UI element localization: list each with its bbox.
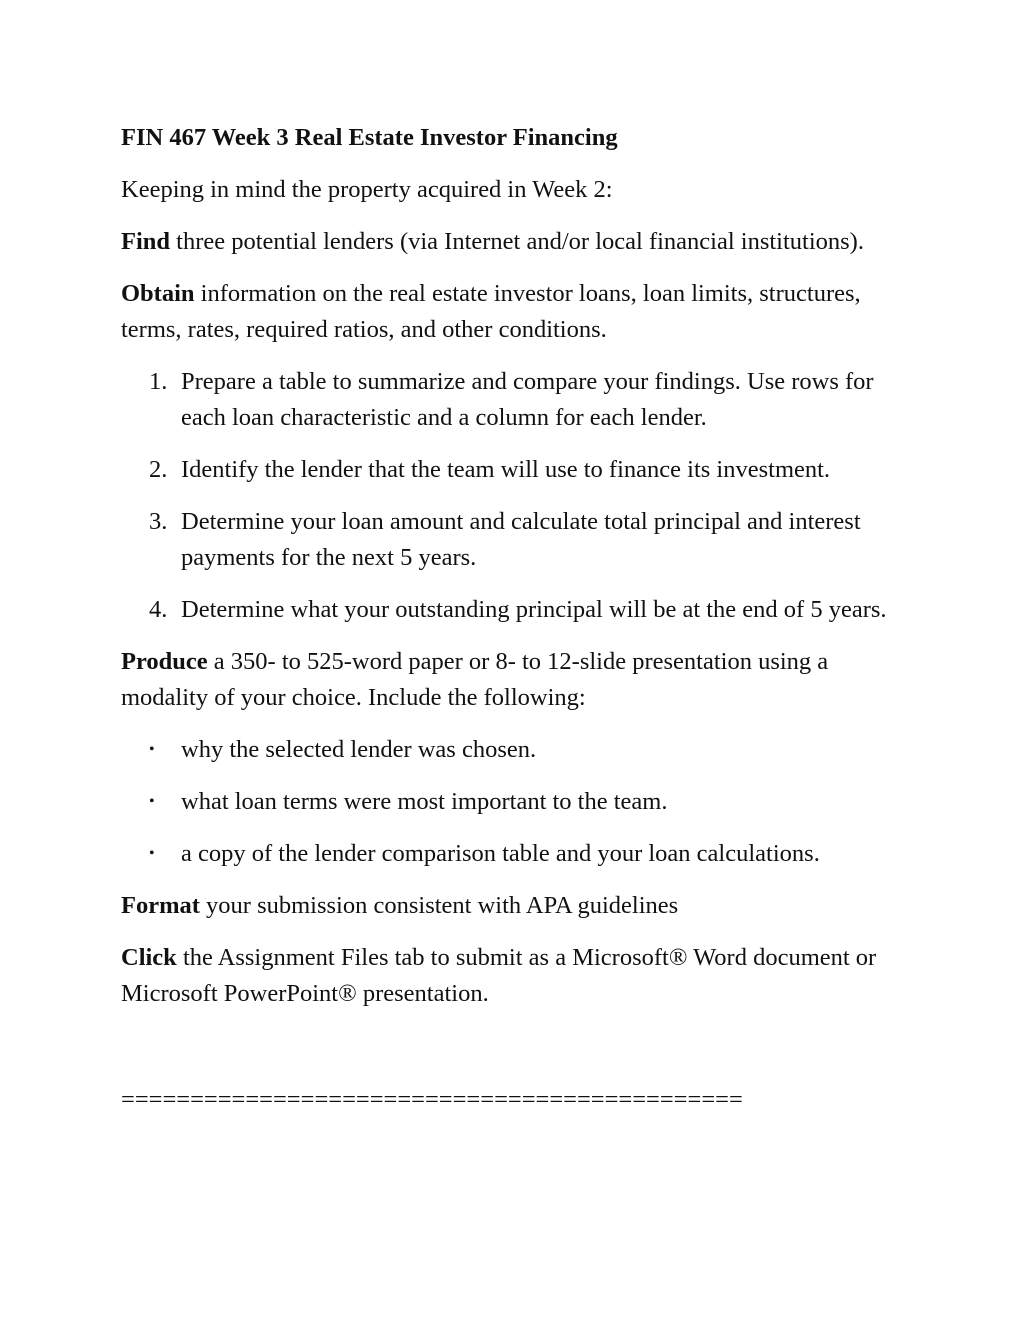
- obtain-paragraph: [121, 276, 911, 348]
- list-number: 1.: [149, 368, 168, 395]
- list-number: 4.: [149, 596, 168, 623]
- list-item-text: Prepare a table to summarize and compare your findings. Use rows for each loan characteristic and a column for each lender.: [181, 368, 874, 431]
- steps-list: [121, 364, 911, 628]
- click-text: the Assignment Files tab to submit as a Microsoft® Word document or Microsoft PowerPoint® presentation.: [121, 944, 877, 1007]
- list-number: 2.: [149, 456, 168, 483]
- produce-text: a 350- to 525-word paper or 8- to 12-slide presentation using a modality of your choice. Include the following:: [121, 648, 829, 711]
- list-item-text: Determine what your outstanding principal will be at the end of 5 years.: [181, 596, 887, 623]
- format-text: your submission consistent with APA guidelines: [199, 892, 679, 919]
- separator-line: =============================================: [121, 1086, 743, 1113]
- bullet-icon: •: [149, 793, 155, 810]
- list-item: [121, 504, 911, 576]
- list-item: [121, 836, 911, 872]
- find-paragraph: [121, 224, 911, 260]
- find-text: three potential lenders (via Internet and/or local financial institutions).: [170, 228, 864, 255]
- list-item: [121, 732, 911, 768]
- obtain-lead: Obtain: [121, 280, 195, 307]
- list-number: 3.: [149, 508, 168, 535]
- document-title: FIN 467 Week 3 Real Estate Investor Financing: [121, 124, 618, 151]
- bullet-icon: •: [149, 845, 155, 862]
- document-page: [121, 120, 911, 1118]
- produce-paragraph: [121, 644, 911, 716]
- find-lead: Find: [121, 228, 171, 255]
- obtain-text: information on the real estate investor loans, loan limits, structures, terms, rates, required ratios, and other conditions.: [121, 280, 861, 343]
- list-item-text: what loan terms were most important to the team.: [181, 788, 668, 815]
- list-item-text: Identify the lender that the team will use to finance its investment.: [181, 456, 831, 483]
- list-item: [121, 364, 911, 436]
- list-item: [121, 452, 911, 488]
- list-item-text: why the selected lender was chosen.: [181, 736, 537, 763]
- format-lead: Format: [121, 892, 200, 919]
- click-lead: Click: [121, 944, 177, 971]
- list-item-text: a copy of the lender comparison table and your loan calculations.: [181, 840, 820, 867]
- produce-lead: Produce: [121, 648, 208, 675]
- list-item-text: Determine your loan amount and calculate total principal and interest payments for the next 5 years.: [181, 508, 861, 571]
- list-item: [121, 592, 911, 628]
- bullet-icon: •: [149, 741, 155, 758]
- list-item: [121, 784, 911, 820]
- format-paragraph: [121, 888, 911, 924]
- requirements-list: [121, 732, 911, 872]
- intro-paragraph: Keeping in mind the property acquired in Week 2:: [121, 176, 613, 203]
- click-paragraph: [121, 940, 911, 1012]
